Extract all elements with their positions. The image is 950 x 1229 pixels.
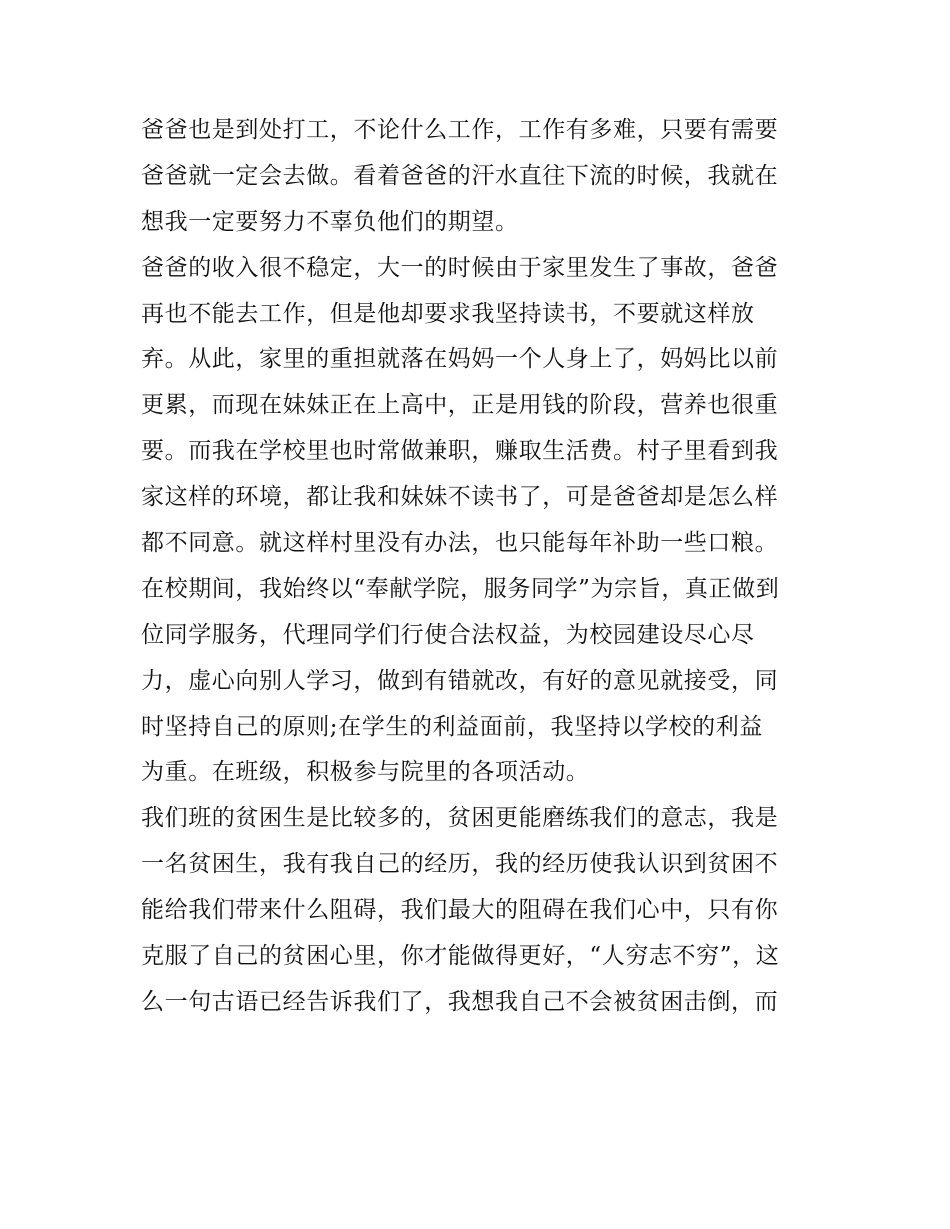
text-line: 我们班的贫困生是比较多的，贫困更能磨练我们的意志，我是: [141, 805, 779, 832]
text-line: 么一句古语已经告诉我们了，我想我自己不会被贫困击倒，而: [141, 988, 779, 1015]
text-line: 爸爸的收入很不稳定，大一的时候由于家里发生了事故，爸爸: [141, 254, 779, 281]
text-line: 再也不能去工作，但是他却要求我坚持读书，不要就这样放: [141, 300, 755, 327]
text-line: 要。而我在学校里也时常做兼职，赚取生活费。村子里看到我: [141, 438, 779, 465]
text-line: 时坚持自己的原则;在学生的利益面前，我坚持以学校的利益: [141, 713, 763, 740]
text-line: 能给我们带来什么阻碍，我们最大的阻碍在我们心中，只有你: [141, 897, 779, 924]
text-line: 位同学服务，代理同学们行使合法权益，为校园建设尽心尽: [141, 621, 755, 648]
text-line: 为重。在班级，积极参与院里的各项活动。: [141, 759, 590, 786]
text-line: 力，虚心向别人学习，做到有错就改，有好的意见就接受，同: [141, 667, 779, 694]
text-line: 爸爸就一定会去做。看着爸爸的汗水直往下流的时候，我就在: [141, 162, 779, 189]
text-line: 都不同意。就这样村里没有办法，也只能每年补助一些口粮。: [141, 530, 779, 557]
text-line: 克服了自己的贫困心里，你才能做得更好，“人穷志不穷”，这: [141, 943, 780, 970]
text-line: 弃。从此，家里的重担就落在妈妈一个人身上了，妈妈比以前: [141, 346, 779, 373]
text-line: 更累，而现在妹妹正在上高中，正是用钱的阶段，营养也很重: [141, 392, 779, 419]
text-line: 想我一定要努力不辜负他们的期望。: [141, 208, 519, 235]
body-text: [141, 108, 821, 1026]
text-line: 爸爸也是到处打工，不论什么工作，工作有多难，只要有需要: [141, 117, 779, 143]
text-line: 一名贫困生，我有我自己的经历，我的经历使我认识到贫困不: [141, 851, 779, 878]
text-line: 家这样的环境，都让我和妹妹不读书了，可是爸爸却是怎么样: [141, 484, 779, 511]
text-line: 在校期间，我始终以“奉献学院，服务同学”为宗旨，真正做到: [141, 575, 780, 602]
